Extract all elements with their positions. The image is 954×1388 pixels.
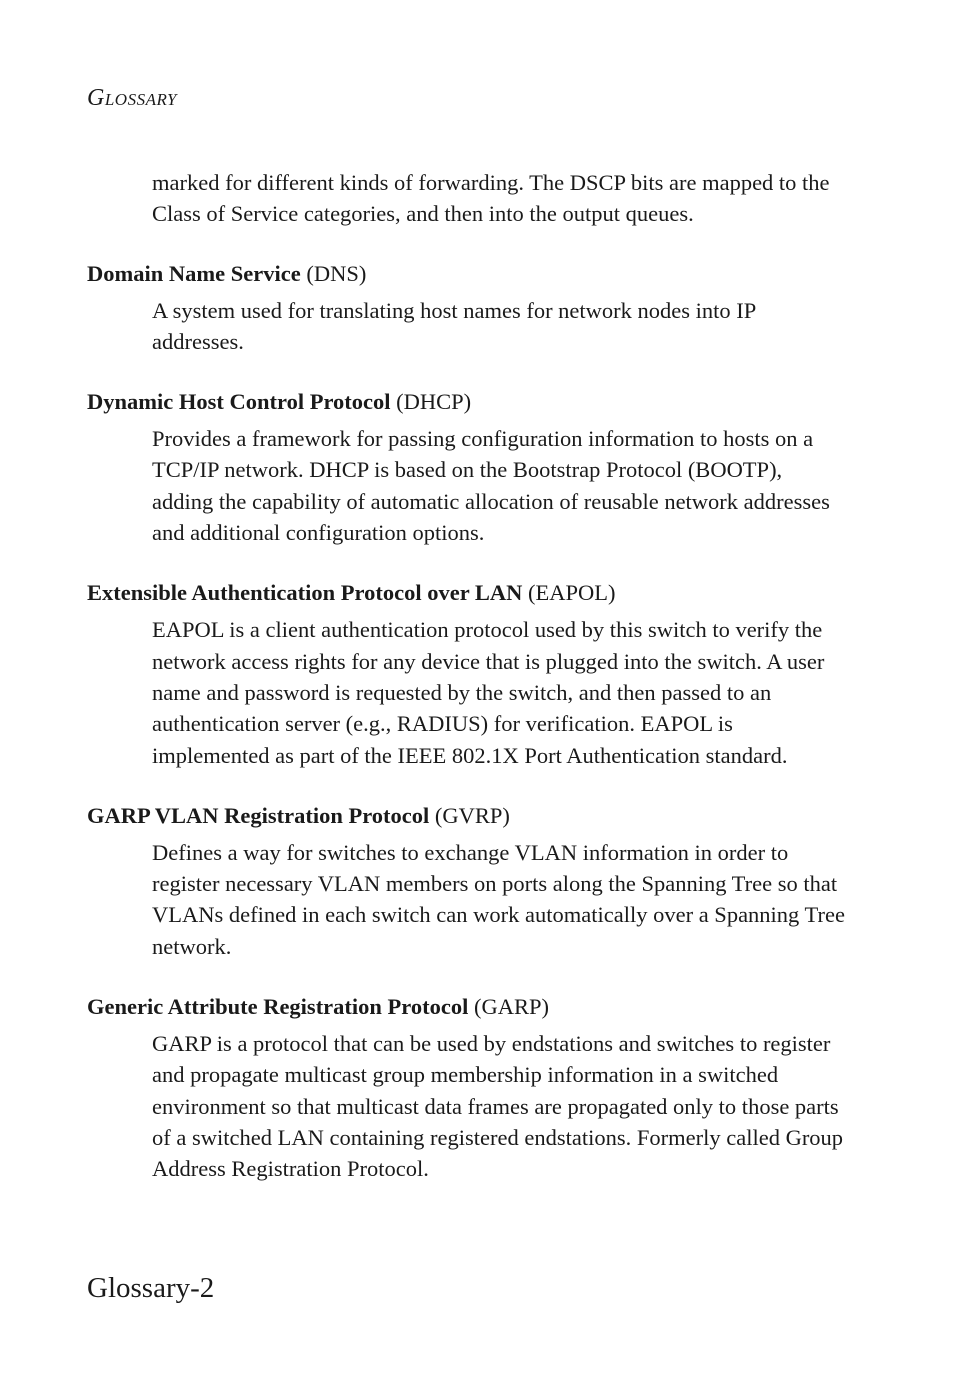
term-name: Generic Attribute Registration Protocol — [87, 994, 469, 1020]
entry-term — [87, 577, 847, 608]
entry-term — [87, 800, 847, 831]
entry-definition: A system used for translating host names for network nodes into IP addresses. — [152, 297, 756, 354]
glossary-entry-garp — [87, 991, 847, 1184]
continuation-paragraph: marked for different kinds of forwarding. The DSCP bits are mapped to the Class of Service categories, and then into the output queues. — [152, 170, 830, 227]
page-number: Glossary-2 — [87, 1272, 215, 1304]
entry-definition: Defines a way for switches to exchange VLAN information in order to register necessary VLAN members on ports along the Spanning Tree so that VLANs defined in each switch can work automatically over a Spanning Tree network. — [152, 839, 845, 959]
glossary-content — [87, 167, 847, 1214]
entry-term — [87, 258, 847, 289]
running-head: Glossary — [87, 85, 177, 111]
term-abbreviation: (GVRP) — [434, 802, 510, 828]
term-name: Extensible Authentication Protocol over LAN — [87, 580, 523, 606]
term-name: Dynamic Host Control Protocol — [87, 389, 391, 415]
term-abbreviation: (DNS) — [306, 260, 367, 286]
entry-definition: Provides a framework for passing configuration information to hosts on a TCP/IP network. DHCP is based on the Bootstrap Protocol (BOOTP), adding the capability of automatic allocation of reusable network addresses and additional configuration options. — [152, 426, 830, 546]
term-abbreviation: (DHCP) — [396, 389, 472, 415]
entry-term — [87, 386, 847, 417]
entry-term — [87, 991, 847, 1022]
glossary-entry-eapol — [87, 577, 847, 770]
term-name: GARP VLAN Registration Protocol — [87, 802, 430, 828]
term-name: Domain Name Service — [87, 260, 301, 286]
glossary-entry-dns — [87, 258, 847, 358]
term-abbreviation: (EAPOL) — [528, 580, 616, 606]
term-abbreviation: (GARP) — [473, 994, 549, 1020]
glossary-entry-dhcp — [87, 386, 847, 548]
entry-definition: EAPOL is a client authentication protocol used by this switch to verify the network access rights for any device that is plugged into the switch. A user name and password is requested by the switch, and then passed to an authentication server (e.g., RADIUS) for verification. EAPOL is implemented as part of the IEEE 802.1X Port Authentication standard. — [152, 617, 825, 768]
glossary-entry-gvrp — [87, 800, 847, 962]
entry-definition: GARP is a protocol that can be used by endstations and switches to register and propagate multicast group membership information in a switched environment so that multicast data frames are propagated only to those parts of a switched LAN containing registered endstations. Formerly called Group Address Registration Protocol. — [152, 1031, 844, 1182]
